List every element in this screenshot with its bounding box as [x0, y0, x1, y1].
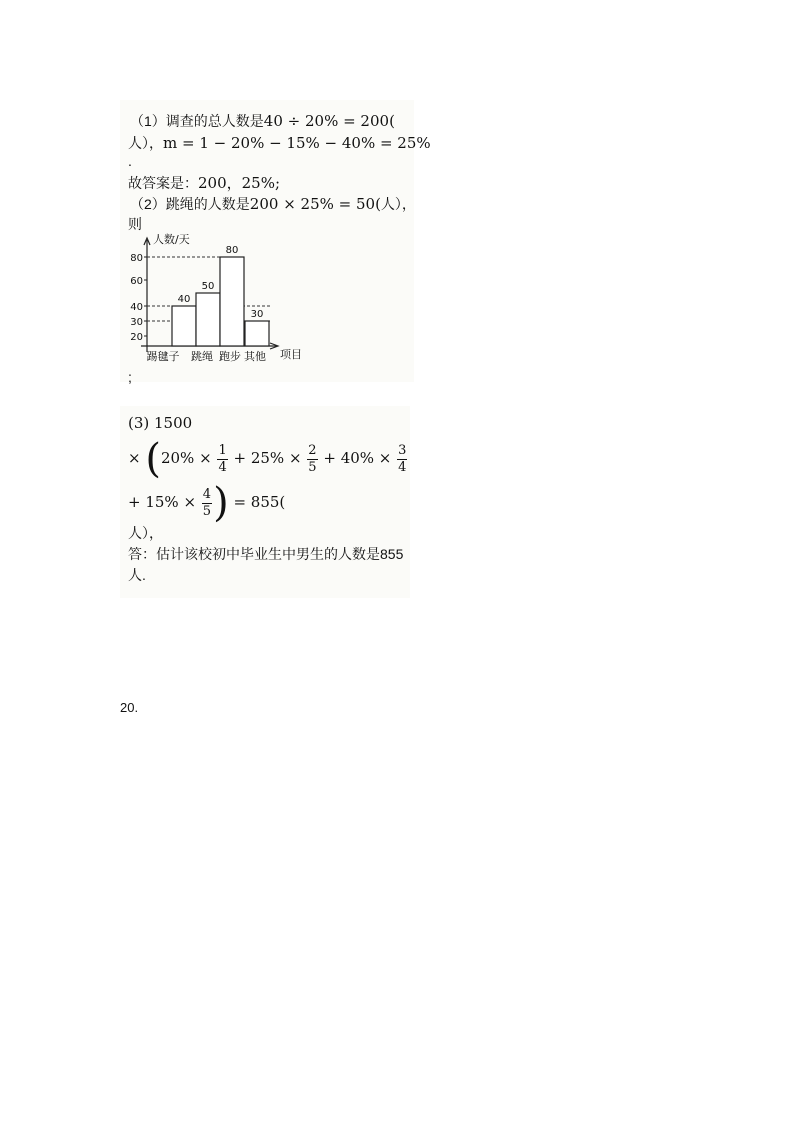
y-tick-label-20: 20: [130, 332, 143, 343]
bar-2: [220, 257, 244, 346]
m-formula: m = 1 − 20% − 15% − 40% = 25%: [163, 134, 431, 152]
y-tick-label-60: 60: [130, 276, 143, 287]
fraction-2-5: $\frac{2}{5}$: [308, 442, 317, 475]
bar-1: [196, 293, 220, 346]
answer-text: 故答案是：: [128, 175, 198, 191]
line-expression1: [128, 436, 408, 480]
fraction-4-5: $\frac{4}{5}$: [202, 486, 212, 519]
bar-value-label-0: 40: [177, 294, 191, 305]
bar-3: [245, 321, 269, 346]
y-tick-label-40: 40: [130, 302, 143, 313]
result: = 855(: [233, 493, 286, 511]
times-symbol: ×: [128, 449, 141, 467]
line-jump: [130, 195, 416, 213]
term-3: + 40% ×: [323, 449, 392, 467]
category-label-1: 跳绳: [191, 350, 213, 363]
y-tick-label-80: 80: [130, 253, 143, 264]
line-m: [128, 134, 431, 152]
fraction-3-4: $\frac{3}{4}$: [398, 442, 407, 475]
line-unit: 人），: [128, 525, 163, 541]
line-conclusion: 答：估计该校初中毕业生中男生的人数是855: [128, 546, 404, 562]
left-paren: (: [145, 436, 161, 482]
jump-unit: 人），: [380, 196, 416, 212]
total-formula: 40 ÷ 20% = 200(: [263, 112, 395, 130]
bar-value-label-1: 50: [201, 281, 215, 292]
bar-0: [172, 306, 196, 346]
category-label-0: 踢毽子: [146, 350, 180, 363]
term-2: + 25% ×: [233, 449, 302, 467]
jump-text: （2）跳绳的人数是: [130, 196, 250, 212]
line-conclusion-unit: 人.: [128, 567, 146, 583]
line-expression2: [128, 480, 285, 524]
fraction-1-4: $\frac{1}{4}$: [218, 442, 227, 475]
term-4: + 15% ×: [128, 493, 197, 511]
total-text: （1）调查的总人数是: [130, 113, 264, 129]
x-axis-label: 项目: [280, 348, 302, 361]
term-1: 20% ×: [160, 449, 212, 467]
line-answer: [128, 174, 280, 192]
line-part3: (3) 1500: [128, 414, 193, 432]
bar-chart: [125, 232, 310, 367]
bar-value-label-2: 80: [225, 245, 239, 256]
y-axis-label: 人数/天: [153, 233, 190, 246]
unit-text: 人），: [128, 135, 163, 151]
question-number: 20.: [120, 700, 139, 715]
bar-value-label-3: 30: [250, 309, 264, 320]
y-tick-label-30: 30: [130, 317, 143, 328]
category-label-3: 其他: [244, 350, 266, 363]
line-dot: .: [128, 153, 132, 169]
line-then: 则: [128, 216, 142, 232]
line-total: [130, 112, 395, 130]
answer-values: 200，25%;: [198, 174, 281, 192]
right-paren: ): [213, 480, 229, 526]
line-semicolon: ;: [128, 369, 132, 385]
jump-formula: 200 × 25% = 50(: [249, 195, 381, 213]
category-label-2: 跑步: [219, 350, 241, 363]
